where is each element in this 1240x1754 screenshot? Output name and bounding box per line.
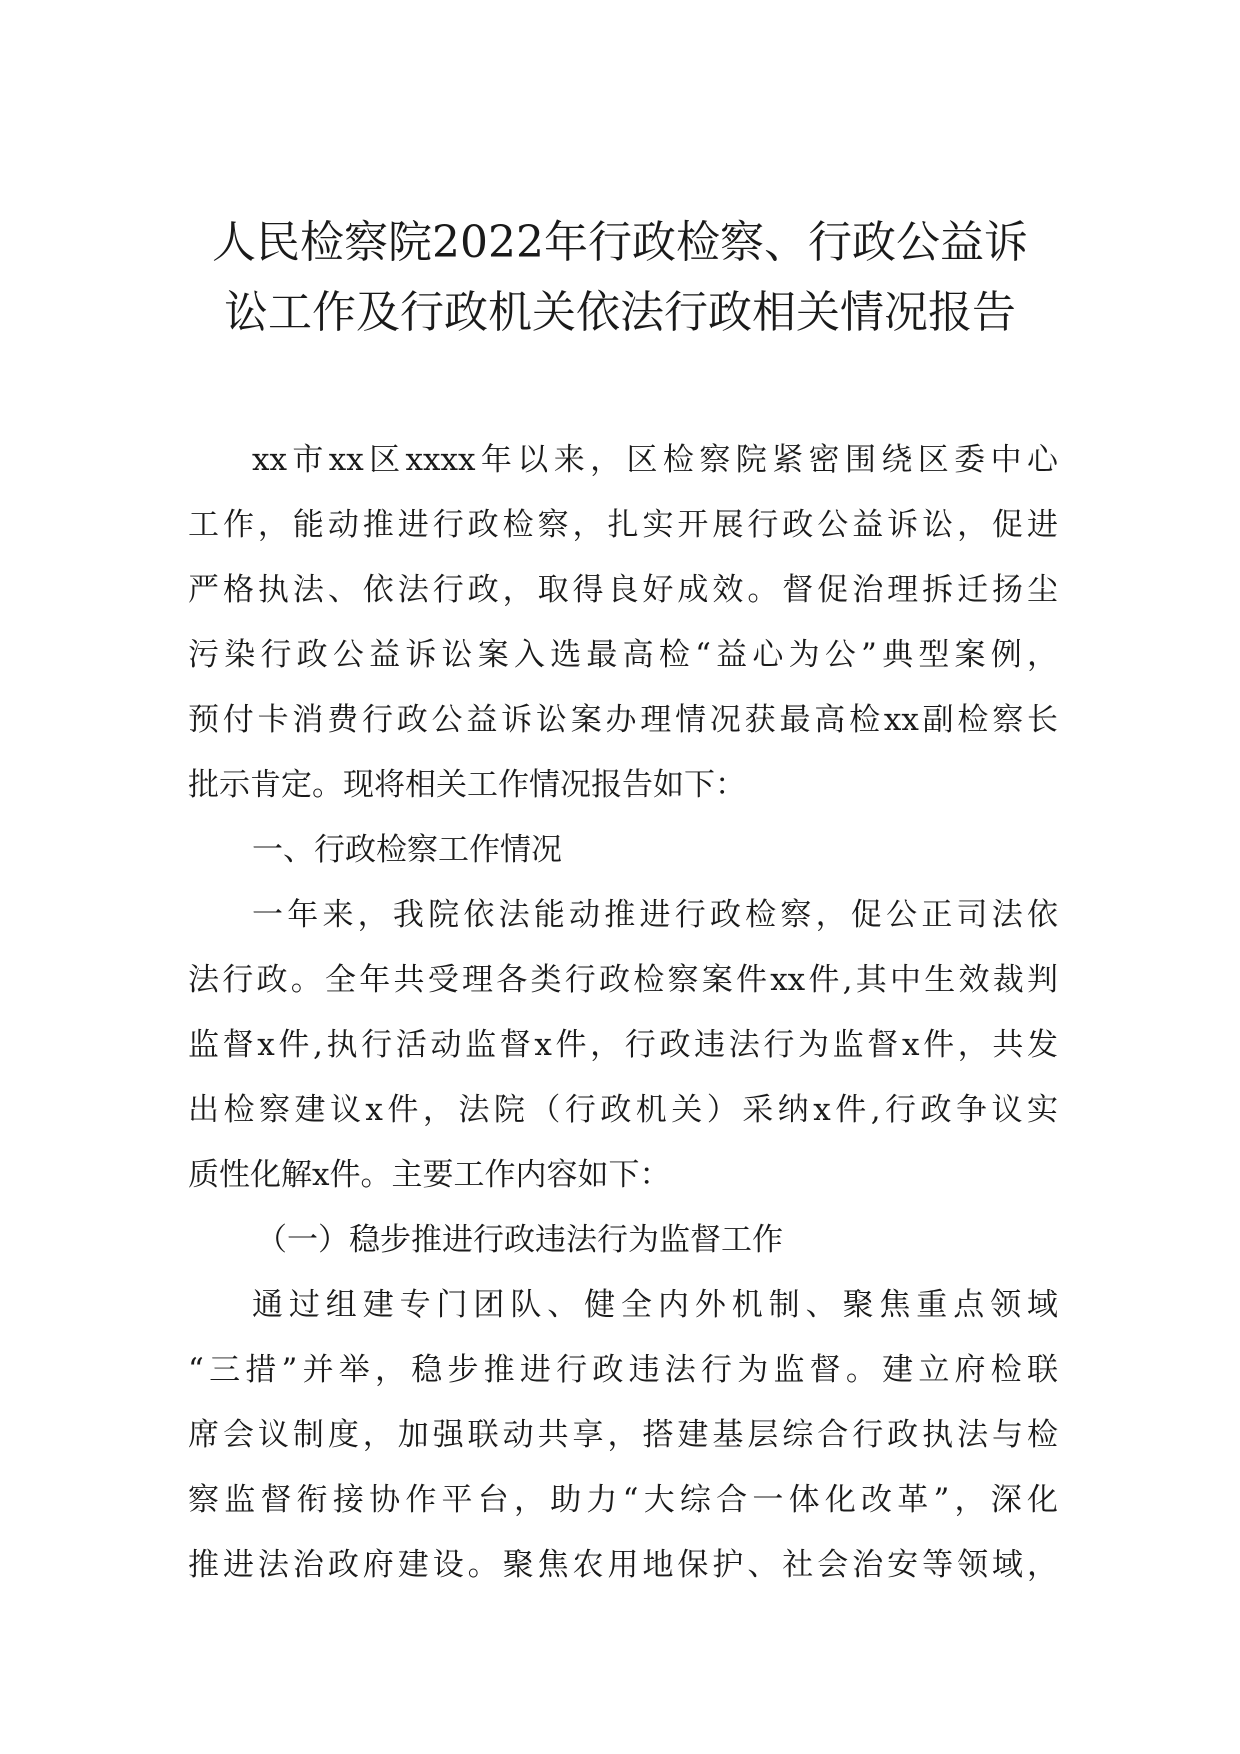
body-line: xx市xx区xxxx年以来，区检察院紧密围绕区委中心	[252, 442, 1058, 478]
document-title	[150, 208, 1090, 348]
title-line-2: 讼工作及行政机关依法行政相关情况报告	[224, 287, 1016, 338]
body-line: 席会议制度，加强联动共享，搭建基层综合行政执法与检	[188, 1417, 1058, 1453]
document-body	[188, 428, 1058, 1598]
body-line: 察监督衔接协作平台，助力“大综合一体化改革”，深化	[188, 1482, 1058, 1518]
body-line: 推进法治政府建设。聚焦农用地保护、社会治安等领域，	[188, 1547, 1058, 1583]
body-line: 工作，能动推进行政检察，扎实开展行政公益诉讼，促进	[188, 507, 1058, 543]
title-line-1: 人民检察院2022年行政检察、行政公益诉	[212, 217, 1028, 268]
body-line: 预付卡消费行政公益诉讼案办理情况获最高检xx副检察长	[188, 702, 1058, 738]
body-line: 一年来，我院依法能动推进行政检察，促公正司法依	[252, 897, 1058, 933]
body-line: 严格执法、依法行政，取得良好成效。督促治理拆迁扬尘	[188, 572, 1058, 608]
body-line: 质性化解x件。主要工作内容如下：	[188, 1157, 671, 1193]
body-line: “三措”并举，稳步推进行政违法行为监督。建立府检联	[188, 1352, 1058, 1388]
section-heading: 一、行政检察工作情况	[252, 832, 562, 868]
body-line: 污染行政公益诉讼案入选最高检“益心为公”典型案例，	[188, 637, 1058, 673]
body-line: 监督x件,执行活动监督x件，行政违法行为监督x件，共发	[188, 1027, 1058, 1063]
body-line: 通过组建专门团队、健全内外机制、聚焦重点领域	[252, 1287, 1058, 1323]
subsection-heading: （一）稳步推进行政违法行为监督工作	[256, 1222, 783, 1258]
body-line: 法行政。全年共受理各类行政检察案件xx件,其中生效裁判	[188, 962, 1058, 998]
body-line: 批示肯定。现将相关工作情况报告如下：	[188, 767, 746, 803]
body-line: 出检察建议x件，法院（行政机关）采纳x件,行政争议实	[188, 1092, 1058, 1128]
